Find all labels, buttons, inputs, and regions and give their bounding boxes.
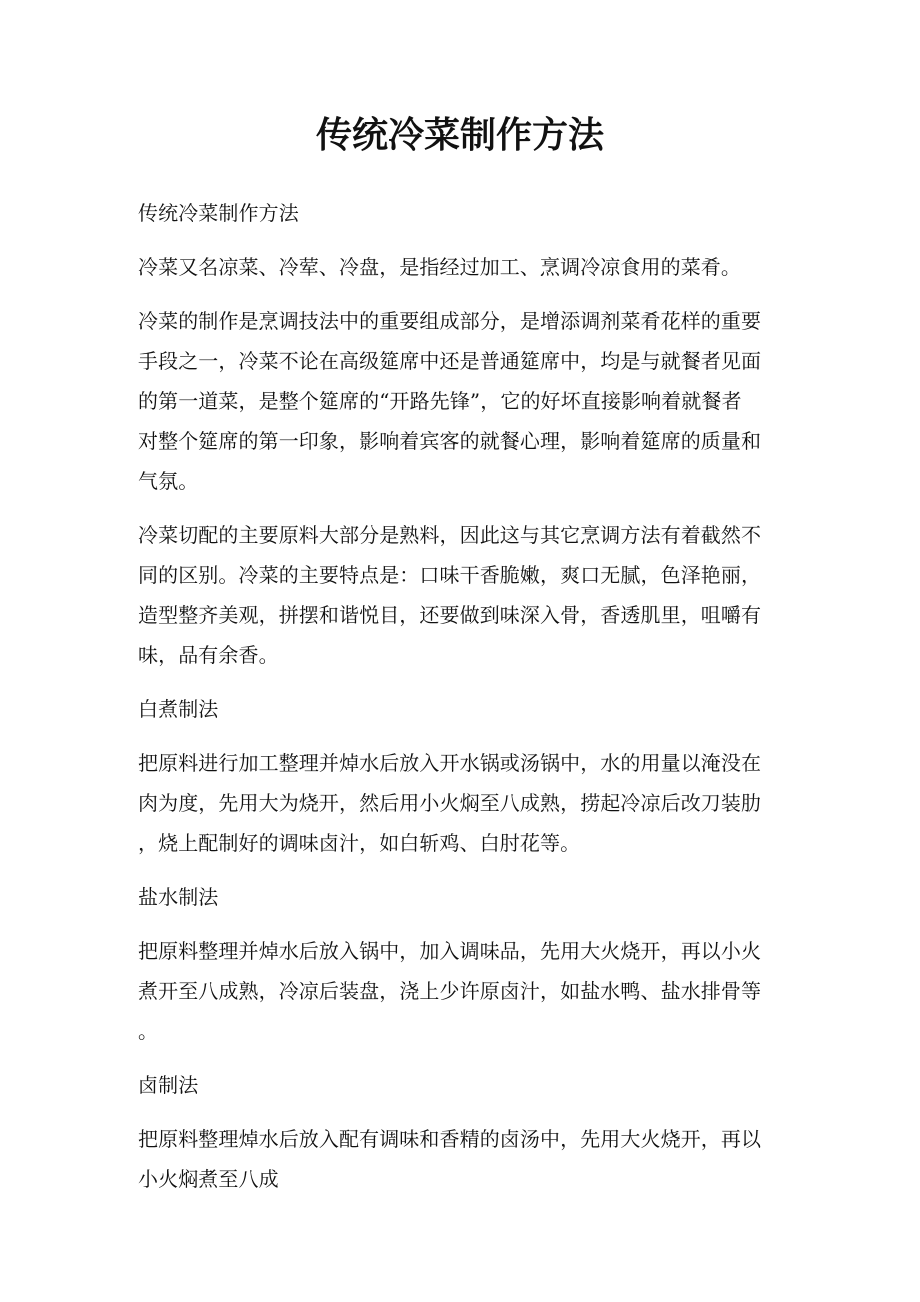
- text-line: ，烧上配制好的调味卤汁，如白斩鸡、白肘花等。: [138, 831, 581, 855]
- text-line: 手段之一，冷菜不论在高级筵席中还是普通筵席中，均是与就餐者见面: [138, 349, 762, 373]
- text-line: 同的区别。冷菜的主要特点是：口味干香脆嫩，爽口无腻，色泽艳丽，: [138, 563, 762, 587]
- text-line: 的第一道菜，是整个筵席的“开路先锋”，它的好坏直接影响着就餐者: [138, 389, 742, 413]
- text-line: 小火焖煮至八成: [138, 1167, 279, 1191]
- text-line: 造型整齐美观，拼摆和谐悦目，还要做到味深入骨，香透肌里，咀嚼有: [138, 603, 762, 627]
- text-line: 把原料整理焯水后放入配有调味和香精的卤汤中，先用大火烧开，再以: [138, 1127, 762, 1151]
- paragraph: [138, 1119, 798, 1199]
- text-line: 卤制法: [138, 1073, 199, 1097]
- text-line: 味，品有余香。: [138, 643, 279, 667]
- text-line: 把原料进行加工整理并焯水后放入开水锅或汤锅中，水的用量以淹没在: [138, 751, 762, 775]
- text-line: 气氛。: [138, 469, 199, 493]
- text-line: 肉为度，先用大为烧开，然后用小火焖至八成熟，捞起冷凉后改刀装肋: [138, 791, 762, 815]
- paragraph: [138, 743, 798, 863]
- document-title: 传统冷菜制作方法: [315, 114, 604, 156]
- section-heading: [138, 193, 798, 233]
- text-line: 把原料整理并焯水后放入锅中，加入调味品，先用大火烧开，再以小火: [138, 939, 762, 963]
- section-heading: [138, 1065, 798, 1105]
- text-line: 冷菜又名凉菜、冷荤、冷盘，是指经过加工、烹调冷凉食用的菜肴。: [138, 255, 741, 279]
- paragraph: [138, 515, 798, 675]
- text-line: 煮开至八成熟，冷凉后装盘，浇上少许原卤汁，如盐水鸭、盐水排骨等: [138, 979, 762, 1003]
- text-line: 传统冷菜制作方法: [138, 201, 299, 225]
- paragraph: [138, 301, 798, 501]
- paragraph: [138, 247, 798, 287]
- text-line: 冷菜切配的主要原料大部分是熟料，因此这与其它烹调方法有着截然不: [138, 523, 762, 547]
- section-heading: [138, 877, 798, 917]
- text-line: 对整个筵席的第一印象，影响着宾客的就餐心理，影响着筵席的质量和: [138, 429, 762, 453]
- text-line: 冷菜的制作是烹调技法中的重要组成部分，是增添调剂菜肴花样的重要: [138, 309, 762, 333]
- text-line: 白煮制法: [138, 697, 219, 721]
- text-line: 。: [138, 1019, 159, 1043]
- document-body: [138, 193, 798, 1213]
- section-heading: [138, 689, 798, 729]
- text-line: 盐水制法: [138, 885, 219, 909]
- paragraph: [138, 931, 798, 1051]
